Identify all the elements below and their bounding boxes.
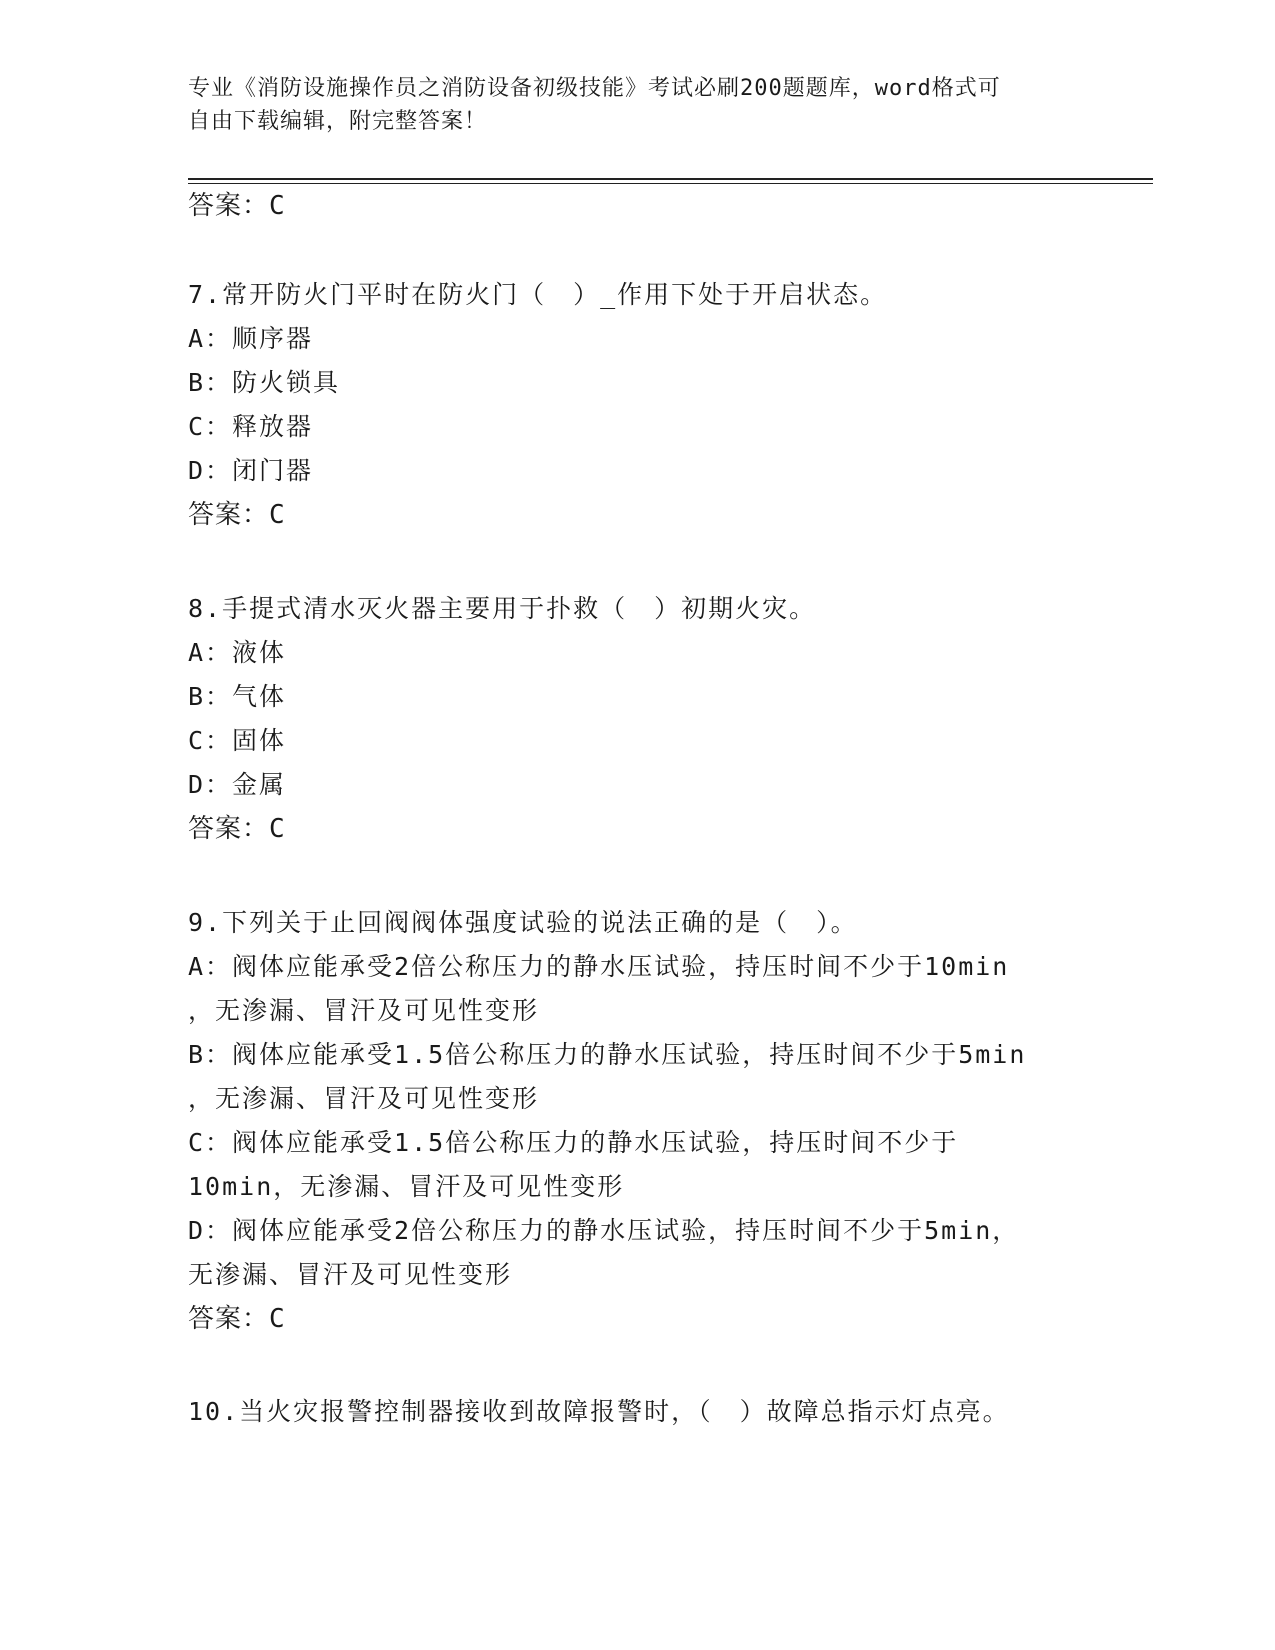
question-7-text: 7.常开防火门平时在防火门（ ）_作用下处于开启状态。 xyxy=(188,280,888,309)
question-9-option-c-line-2: 10min，无渗漏、冒汗及可见性变形 xyxy=(188,1172,625,1201)
header-line-1: 专业《消防设施操作员之消防设备初级技能》考试必刷200题题库，word格式可 xyxy=(188,76,1001,101)
header-divider-thick xyxy=(188,178,1153,180)
question-9-option-c-line-1: C：阀体应能承受1.5倍公称压力的静水压试验，持压时间不少于 xyxy=(188,1128,959,1157)
question-9-answer: 答案：C xyxy=(188,1304,286,1334)
question-7-option-a: A：顺序器 xyxy=(188,324,314,353)
question-8-option-d: D：金属 xyxy=(188,770,287,799)
question-9-option-d-line-1: D：阀体应能承受2倍公称压力的静水压试验，持压时间不少于5min， xyxy=(188,1216,1020,1245)
question-8-option-b: B：气体 xyxy=(188,682,287,711)
question-7-option-c: C：释放器 xyxy=(188,412,314,441)
question-10-text: 10.当火灾报警控制器接收到故障报警时，（ ）故障总指示灯点亮。 xyxy=(188,1397,1010,1426)
question-8-text: 8.手提式清水灭火器主要用于扑救（ ）初期火灾。 xyxy=(188,594,817,623)
page-header xyxy=(188,72,1088,138)
answer-previous: 答案：C xyxy=(188,191,286,221)
question-8-option-c: C：固体 xyxy=(188,726,287,755)
question-7-answer: 答案：C xyxy=(188,500,286,530)
question-9-option-b-line-1: B：阀体应能承受1.5倍公称压力的静水压试验，持压时间不少于5min xyxy=(188,1040,1027,1069)
question-8-option-a: A：液体 xyxy=(188,638,287,667)
question-9-text: 9.下列关于止回阀阀体强度试验的说法正确的是（ ）。 xyxy=(188,908,858,937)
question-7-option-b: B：防火锁具 xyxy=(188,368,341,397)
header-divider-thin xyxy=(188,183,1153,184)
question-9-option-d-line-2: 无渗漏、冒汗及可见性变形 xyxy=(188,1260,513,1289)
question-8-answer: 答案：C xyxy=(188,814,286,844)
question-9-option-a-line-1: A：阀体应能承受2倍公称压力的静水压试验，持压时间不少于10min xyxy=(188,952,1010,981)
header-line-2: 自由下载编辑，附完整答案！ xyxy=(188,109,488,134)
question-9-option-b-line-2: ，无渗漏、冒汗及可见性变形 xyxy=(188,1084,540,1113)
question-7-option-d: D：闭门器 xyxy=(188,456,314,485)
question-9-option-a-line-2: ，无渗漏、冒汗及可见性变形 xyxy=(188,996,540,1025)
